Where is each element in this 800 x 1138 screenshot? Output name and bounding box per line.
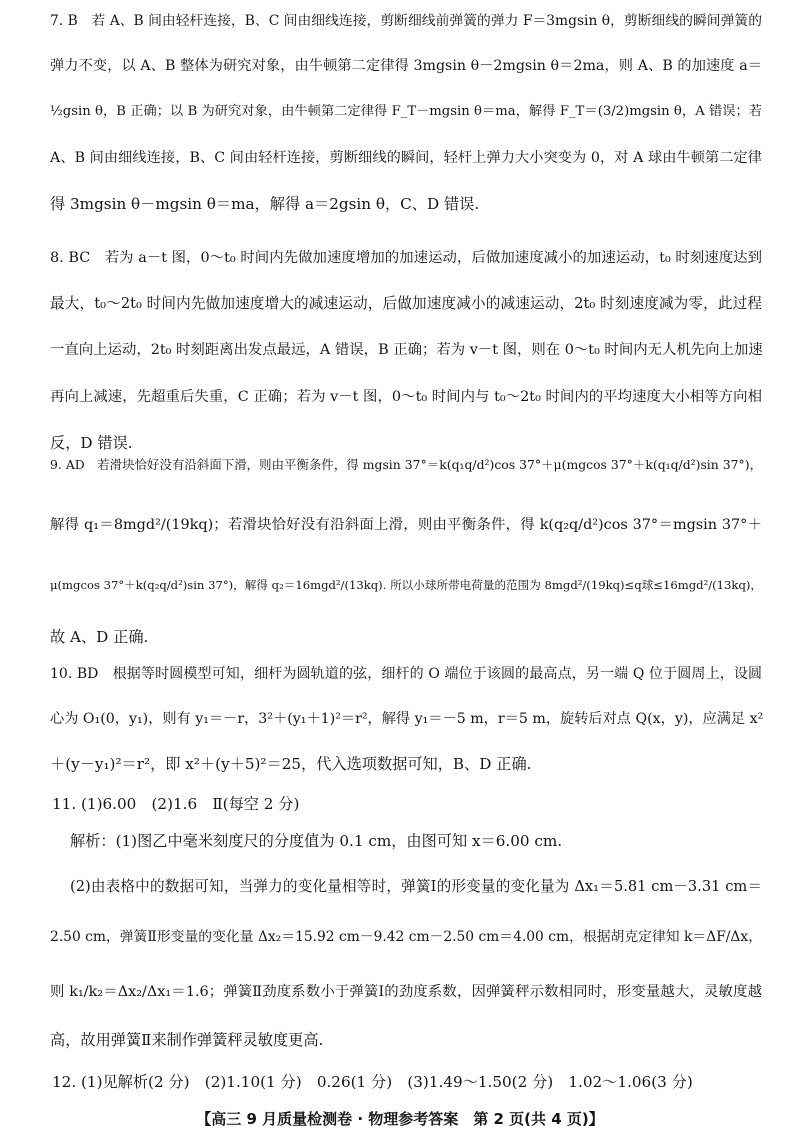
q10-line-3: ＋(y－y₁)²＝r²，即 x²＋(y＋5)²＝25，代入选项数据可知，B、D 正确. (50, 755, 532, 773)
q11-line-4: 则 k₁/k₂＝Δx₂/Δx₁＝1.6；弹簧Ⅱ劲度系数小于弹簧Ⅰ的劲度系数，因弹簧秤示数相同时，形变量越大，灵敏度越 (50, 984, 762, 1000)
q7-line-2: 弹力不变，以 A、B 整体为研究对象，由牛顿第二定律得 3mgsin θ－2mgsin θ＝2ma，则 A、B 的加速度 a＝ (50, 58, 762, 74)
q8-line-2: 最大，t₀～2t₀ 时间内先做加速度增大的减速运动，后做加速度减小的减速运动，2t₀ 时刻速度减为零，此过程 (50, 295, 762, 312)
page-footer: 【高三 9 月质量检测卷 · 物理参考答案 第 2 页(共 4 页)】 (196, 1110, 604, 1128)
q7-line-4: A、B 间由细线连接，B、C 间由轻杆连接，剪断细线的瞬间，轻杆上弹力大小突变为 0，对 A 球由牛顿第二定律 (50, 150, 762, 166)
q8-line-1: 8. BC 若为 a－t 图，0～t₀ 时间内先做加速度增加的加速运动，后做加速度减小的加速运动，t₀ 时刻速度达到 (50, 250, 762, 266)
q11-answer: 11. (1)6.00 (2)1.6 Ⅱ(每空 2 分) (52, 795, 300, 813)
q11-line-2: (2)由表格中的数据可知，当弹力的变化量相等时，弹簧Ⅰ的形变量的变化量为 Δx₁＝5.81 cm－3.31 cm＝ (70, 878, 762, 895)
q10-line-2: 心为 O₁(0，y₁)，则有 y₁＝－r，3²＋(y₁＋1)²＝r²，解得 y₁＝－5 m，r＝5 m，旋转后对点 Q(x，y)，应满足 x² (50, 711, 764, 727)
q9-line-2: 解得 q₁＝8mgd²/(19kq)；若滑块恰好没有沿斜面上滑，则由平衡条件，得 k(q₂q/d²)cos 37°＝mgsin 37°＋ (50, 517, 762, 533)
q8-line-5: 反，D 错误. (50, 434, 133, 452)
q9-line-3: μ(mgcos 37°＋k(q₂q/d²)sin 37°)，解得 q₂＝16mgd²/(13kq). 所以小球所带电荷量的范围为 8mgd²/(19kq)≤q球≤16mgd²/(13kq)， (50, 578, 762, 592)
q7-line-5: 得 3mgsin θ－mgsin θ＝ma，解得 a＝2gsin θ，C、D 错误. (50, 195, 480, 213)
q11-line-5: 高，故用弹簧Ⅱ来制作弹簧秤灵敏度更高. (50, 1031, 324, 1049)
q10-line-1: 10. BD 根据等时圆模型可知，细杆为圆轨道的弦，细杆的 O 端位于该圆的最高点，另一端 Q 位于圆周上，设圆 (50, 666, 762, 682)
q11-line-3: 2.50 cm，弹簧Ⅱ形变量的变化量 Δx₂＝15.92 cm－9.42 cm－2.50 cm＝4.00 cm，根据胡克定律知 k＝ΔF/Δx， (50, 929, 762, 945)
q11-line-1: 解析：(1)图乙中毫米刻度尺的分度值为 0.1 cm，由图可知 x＝6.00 cm. (70, 832, 563, 850)
q12-answer: 12. (1)见解析(2 分) (2)1.10(1 分) 0.26(1 分) (3)1.49～1.50(2 分) 1.02～1.06(3 分) (52, 1073, 693, 1091)
q7-line-3: ½gsin θ，B 正确；以 B 为研究对象，由牛顿第二定律得 F_T－mgsin θ＝ma，解得 F_T＝(3/2)mgsin θ，A 错误；若 (50, 104, 762, 119)
q7-line-1: 7. B 若 A、B 间由轻杆连接，B、C 间由细线连接，剪断细线前弹簧的弹力 F＝3mgsin θ，剪断细线的瞬间弹簧的 (50, 13, 762, 29)
q8-line-4: 再向上减速，先超重后失重，C 正确；若为 v－t 图，0～t₀ 时间内与 t₀～2t₀ 时间内的平均速度大小相等方向相 (50, 389, 762, 405)
q9-line-1: 9. AD 若滑块恰好没有沿斜面下滑，则由平衡条件，得 mgsin 37°＝k(q₁q/d²)cos 37°＋μ(mgcos 37°＋k(q₁q/d²)sin 37°)， (50, 457, 762, 472)
q9-line-4: 故 A、D 正确. (50, 628, 149, 646)
q8-line-3: 一直向上运动，2t₀ 时刻距离出发点最远，A 错误，B 正确；若为 v－t 图，则在 0～t₀ 时间内无人机先向上加速 (50, 342, 763, 358)
